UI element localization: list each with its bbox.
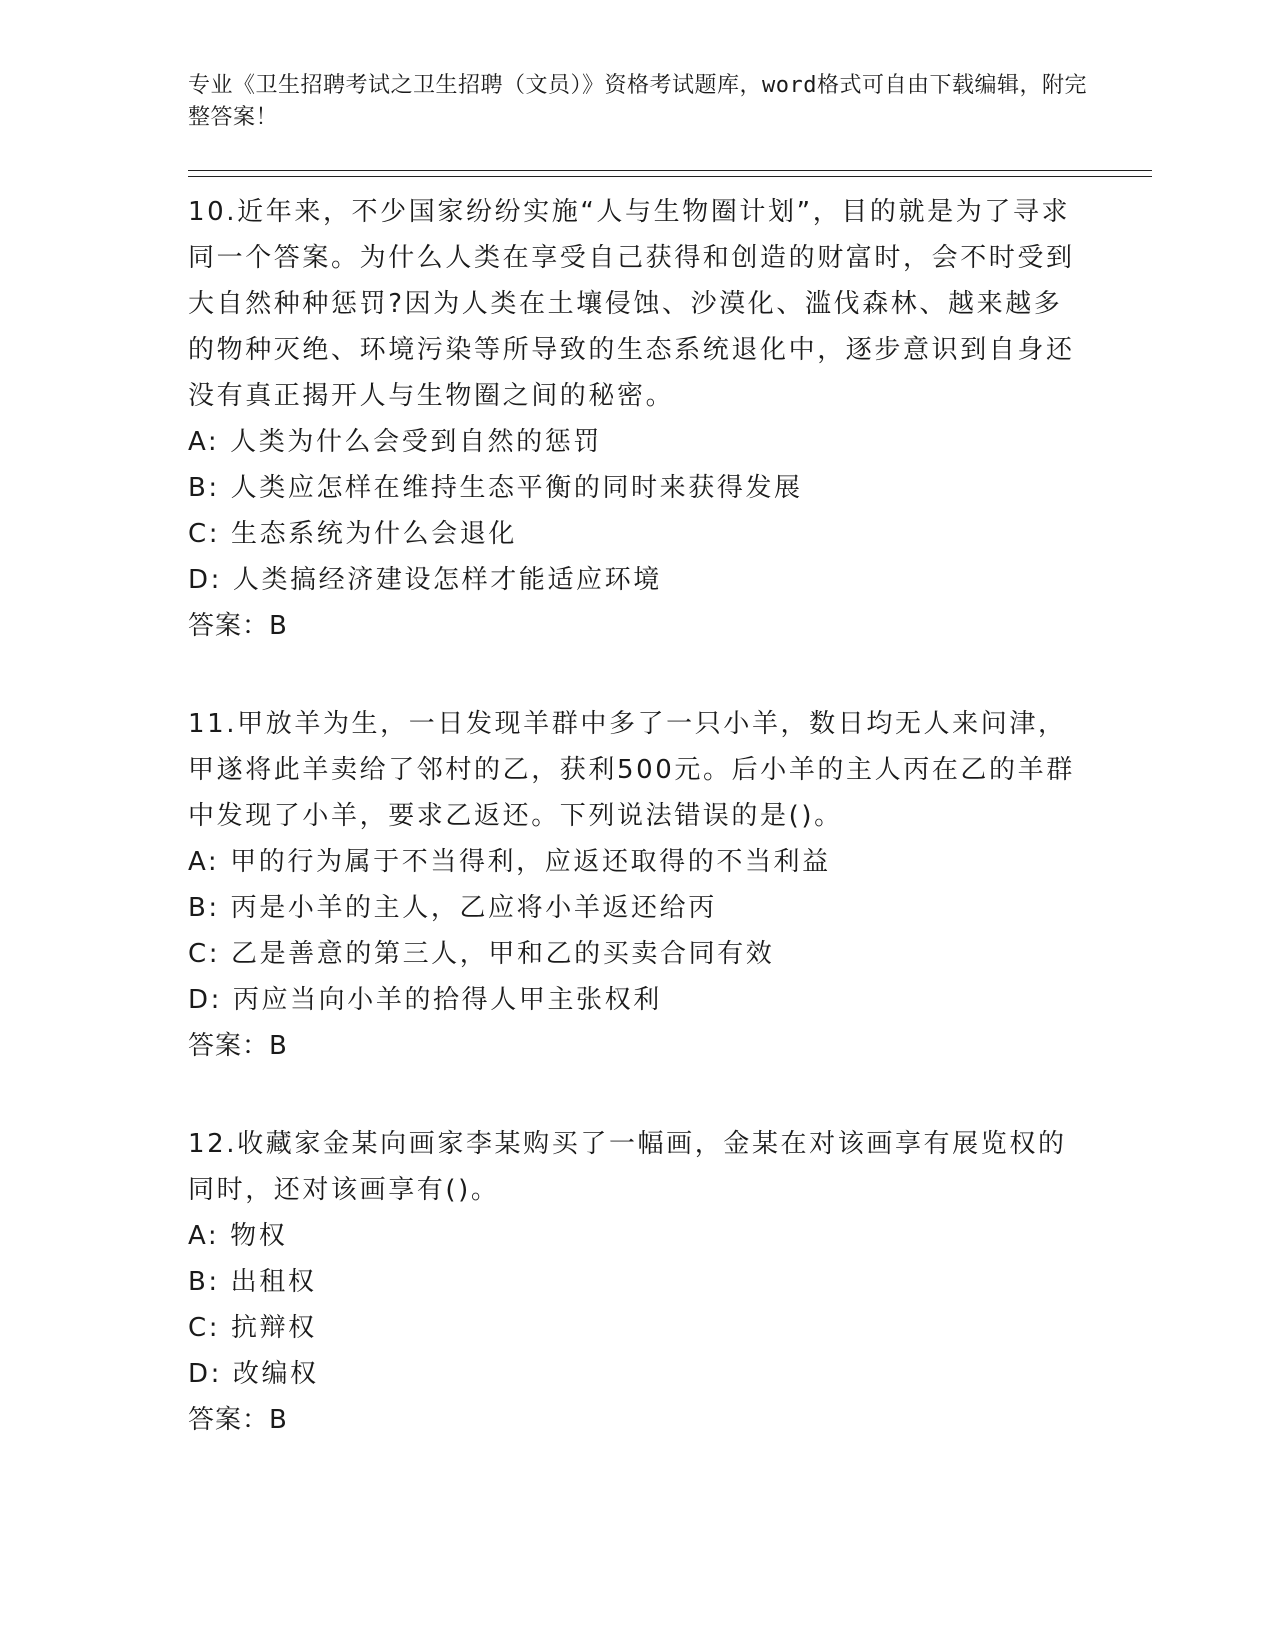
option-b: B: 丙是小羊的主人，乙应将小羊返还给丙: [188, 893, 717, 923]
option-b: B: 人类应怎样在维持生态平衡的同时来获得发展: [188, 473, 803, 503]
answer: 答案：B: [188, 611, 288, 641]
option-b: B: 出租权: [188, 1267, 317, 1297]
question-list: [188, 189, 1088, 1495]
option-a: A: 甲的行为属于不当得利，应返还取得的不当利益: [188, 847, 831, 877]
answer: 答案：B: [188, 1031, 288, 1061]
option-d: D: 人类搞经济建设怎样才能适应环境: [188, 565, 662, 595]
option-d: D: 丙应当向小羊的拾得人甲主张权利: [188, 985, 662, 1015]
question-stem: 11.甲放羊为生，一日发现羊群中多了一只小羊，数日均无人来问津，甲遂将此羊卖给了邻村的乙，获利500元。后小羊的主人丙在乙的羊群中发现了小羊，要求乙返还。下列说法错误的是()。: [188, 709, 1075, 831]
header-rule-bottom: [188, 176, 1152, 177]
question-stem: 10.近年来，不少国家纷纷实施“人与生物圈计划”，目的就是为了寻求同一个答案。为什么人类在享受自己获得和创造的财富时，会不时受到大自然种种惩罚?因为人类在土壤侵蚀、沙漠化、滥伐森林、越来越多的物种灭绝、环境污染等所导致的生态系统退化中，逐步意识到自身还没有真正揭开人与生物圈之间的秘密。: [188, 197, 1075, 411]
option-c: C: 生态系统为什么会退化: [188, 519, 517, 549]
header-rule-top: [188, 170, 1152, 171]
option-d: D: 改编权: [188, 1359, 319, 1389]
question-stem: 12.收藏家金某向画家李某购买了一幅画，金某在对该画享有展览权的同时，还对该画享有()。: [188, 1129, 1067, 1205]
answer: 答案：B: [188, 1405, 288, 1435]
question-11: [188, 701, 1088, 1069]
option-a: A: 物权: [188, 1221, 288, 1251]
option-a: A: 人类为什么会受到自然的惩罚: [188, 427, 602, 457]
option-c: C: 乙是善意的第三人，甲和乙的买卖合同有效: [188, 939, 775, 969]
question-10: [188, 189, 1088, 649]
document-header: [188, 70, 1088, 134]
option-c: C: 抗辩权: [188, 1313, 317, 1343]
question-12: [188, 1121, 1088, 1443]
header-text: 专业《卫生招聘考试之卫生招聘（文员）》资格考试题库，word格式可自由下载编辑，附完整答案！: [188, 73, 1087, 130]
